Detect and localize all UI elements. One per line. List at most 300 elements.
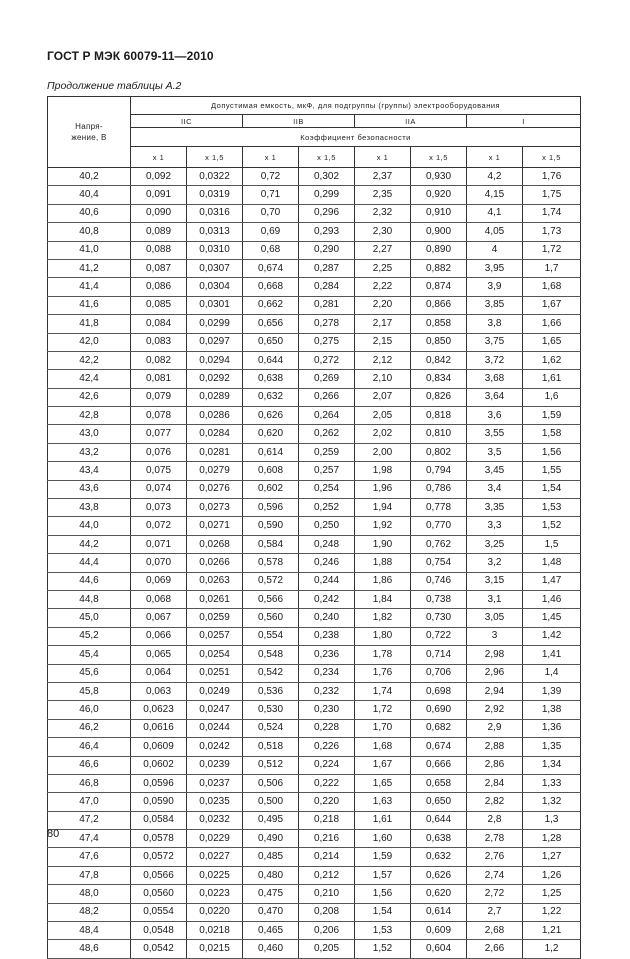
capacitance-cell: 1,62	[523, 351, 581, 369]
table-row	[48, 572, 581, 590]
capacitance-cell: 3,68	[467, 370, 523, 388]
capacitance-cell: 3,8	[467, 315, 523, 333]
capacitance-cell: 0,214	[299, 848, 355, 866]
table-row	[48, 830, 581, 848]
capacitance-cell: 0,650	[243, 333, 299, 351]
voltage-cell: 41,2	[48, 259, 131, 277]
capacitance-cell: 2,00	[355, 443, 411, 461]
voltage-cell: 44,4	[48, 554, 131, 572]
capacitance-cell: 0,460	[243, 940, 299, 958]
capacitance-cell: 0,216	[299, 830, 355, 848]
voltage-cell: 45,6	[48, 664, 131, 682]
capacitance-cell: 1,58	[523, 425, 581, 443]
capacitance-cell: 0,0273	[187, 499, 243, 517]
table-row	[48, 701, 581, 719]
table-row	[48, 259, 581, 277]
capacitance-cell: 0,500	[243, 793, 299, 811]
capacitance-cell: 0,083	[131, 333, 187, 351]
capacitance-cell: 1,76	[355, 664, 411, 682]
capacitance-cell: 0,0218	[187, 922, 243, 940]
capacitance-cell: 1,54	[523, 480, 581, 498]
capacitance-cell: 0,082	[131, 351, 187, 369]
capacitance-cell: 0,0602	[131, 756, 187, 774]
capacitance-cell: 1,74	[355, 682, 411, 700]
capacitance-cell: 1,32	[523, 793, 581, 811]
capacitance-cell: 2,96	[467, 664, 523, 682]
document-title: ГОСТ Р МЭК 60079-11—2010	[47, 49, 214, 63]
capacitance-cell: 0,205	[299, 940, 355, 958]
capacitance-cell: 3,4	[467, 480, 523, 498]
capacitance-cell: 0,0249	[187, 682, 243, 700]
voltage-cell: 45,2	[48, 627, 131, 645]
capacitance-cell: 3,05	[467, 609, 523, 627]
capacitance-cell: 2,94	[467, 682, 523, 700]
capacitance-cell: 0,0232	[187, 811, 243, 829]
capacitance-cell: 1,55	[523, 462, 581, 480]
capacitance-cell: 1,75	[523, 186, 581, 204]
voltage-cell: 40,6	[48, 204, 131, 222]
table-row	[48, 315, 581, 333]
capacitance-cell: 1,53	[523, 499, 581, 517]
capacitance-cell: 0,778	[411, 499, 467, 517]
capacitance-cell: 0,073	[131, 499, 187, 517]
capacitance-cell: 0,072	[131, 517, 187, 535]
table-row	[48, 223, 581, 241]
capacitance-cell: 0,602	[243, 480, 299, 498]
capacitance-cell: 4	[467, 241, 523, 259]
capacitance-cell: 0,244	[299, 572, 355, 590]
capacitance-cell: 1,41	[523, 646, 581, 664]
capacitance-cell: 0,0566	[131, 866, 187, 884]
capacitance-cell: 0,644	[243, 351, 299, 369]
voltage-cell: 47,0	[48, 793, 131, 811]
factor-header: x 1,5	[411, 147, 467, 168]
capacitance-cell: 0,077	[131, 425, 187, 443]
capacitance-cell: 1,34	[523, 756, 581, 774]
capacitance-cell: 3,45	[467, 462, 523, 480]
capacitance-cell: 1,26	[523, 866, 581, 884]
voltage-cell: 41,8	[48, 315, 131, 333]
capacitance-cell: 0,644	[411, 811, 467, 829]
voltage-header-text: Напря- жение, В	[71, 122, 107, 142]
capacitance-cell: 0,0247	[187, 701, 243, 719]
capacitance-cell: 0,0266	[187, 554, 243, 572]
capacitance-cell: 0,0235	[187, 793, 243, 811]
group-header: IIB	[243, 115, 355, 128]
capacitance-cell: 1,84	[355, 590, 411, 608]
capacitance-cell: 0,506	[243, 774, 299, 792]
capacitance-cell: 0,674	[243, 259, 299, 277]
capacitance-cell: 2,25	[355, 259, 411, 277]
capacitance-cell: 0,662	[243, 296, 299, 314]
capacitance-cell: 0,560	[243, 609, 299, 627]
capacitance-cell: 0,638	[411, 830, 467, 848]
capacitance-cell: 0,530	[243, 701, 299, 719]
capacitance-cell: 0,536	[243, 682, 299, 700]
capacitance-cell: 0,290	[299, 241, 355, 259]
capacitance-cell: 1,94	[355, 499, 411, 517]
voltage-cell: 44,8	[48, 590, 131, 608]
capacitance-cell: 0,070	[131, 554, 187, 572]
capacitance-cell: 0,0276	[187, 480, 243, 498]
capacitance-cell: 3,75	[467, 333, 523, 351]
capacitance-cell: 4,1	[467, 204, 523, 222]
voltage-cell: 41,6	[48, 296, 131, 314]
capacitance-cell: 0,092	[131, 168, 187, 186]
capacitance-cell: 0,272	[299, 351, 355, 369]
capacitance-cell: 0,232	[299, 682, 355, 700]
table-row	[48, 168, 581, 186]
capacitance-cell: 0,0251	[187, 664, 243, 682]
table-row	[48, 848, 581, 866]
capacitance-cell: 1,61	[355, 811, 411, 829]
table-row	[48, 866, 581, 884]
table-row	[48, 351, 581, 369]
capacitance-cell: 0,0322	[187, 168, 243, 186]
capacitance-cell: 1,46	[523, 590, 581, 608]
capacitance-cell: 0,0263	[187, 572, 243, 590]
capacitance-cell: 0,293	[299, 223, 355, 241]
capacitance-cell: 2,05	[355, 407, 411, 425]
table-row	[48, 719, 581, 737]
capacitance-cell: 0,70	[243, 204, 299, 222]
table-body	[48, 168, 581, 959]
capacitance-cell: 0,0261	[187, 590, 243, 608]
capacitance-cell: 0,882	[411, 259, 467, 277]
capacitance-cell: 0,802	[411, 443, 467, 461]
capacitance-cell: 0,794	[411, 462, 467, 480]
capacitance-cell: 1,39	[523, 682, 581, 700]
capacitance-cell: 0,0284	[187, 425, 243, 443]
capacitance-cell: 2,07	[355, 388, 411, 406]
capacitance-cell: 2,68	[467, 922, 523, 940]
capacitance-cell: 0,0259	[187, 609, 243, 627]
capacitance-cell: 0,228	[299, 719, 355, 737]
capacitance-cell: 2,35	[355, 186, 411, 204]
capacitance-cell: 3,3	[467, 517, 523, 535]
capacitance-cell: 0,248	[299, 535, 355, 553]
capacitance-cell: 2,76	[467, 848, 523, 866]
capacitance-cell: 0,0220	[187, 903, 243, 921]
capacitance-cell: 0,512	[243, 756, 299, 774]
capacitance-cell: 0,0223	[187, 885, 243, 903]
capacitance-cell: 0,632	[411, 848, 467, 866]
voltage-cell: 42,8	[48, 407, 131, 425]
capacitance-cell: 0,0623	[131, 701, 187, 719]
capacitance-cell: 3,25	[467, 535, 523, 553]
capacitance-cell: 0,850	[411, 333, 467, 351]
capacitance-cell: 0,065	[131, 646, 187, 664]
capacitance-cell: 0,064	[131, 664, 187, 682]
capacitance-cell: 1,96	[355, 480, 411, 498]
capacitance-cell: 0,706	[411, 664, 467, 682]
capacitance-cell: 0,620	[243, 425, 299, 443]
capacitance-cell: 1,67	[523, 296, 581, 314]
capacitance-cell: 0,609	[411, 922, 467, 940]
capacitance-cell: 0,542	[243, 664, 299, 682]
table-row	[48, 333, 581, 351]
table-row	[48, 370, 581, 388]
voltage-cell: 48,6	[48, 940, 131, 958]
table-row	[48, 443, 581, 461]
capacitance-cell: 1,86	[355, 572, 411, 590]
capacitance-cell: 0,281	[299, 296, 355, 314]
table-row	[48, 590, 581, 608]
capacitance-cell: 2,22	[355, 278, 411, 296]
capacitance-cell: 2,02	[355, 425, 411, 443]
table-row	[48, 682, 581, 700]
factor-header: x 1	[243, 147, 299, 168]
capacitance-cell: 0,246	[299, 554, 355, 572]
capacitance-cell: 2,84	[467, 774, 523, 792]
capacitance-cell: 0,524	[243, 719, 299, 737]
capacitance-cell: 3,35	[467, 499, 523, 517]
capacitance-cell: 0,0310	[187, 241, 243, 259]
capacitance-cell: 2,92	[467, 701, 523, 719]
capacitance-cell: 0,842	[411, 351, 467, 369]
capacitance-cell: 2,37	[355, 168, 411, 186]
table-row	[48, 646, 581, 664]
capacitance-cell: 0,0616	[131, 719, 187, 737]
table-row	[48, 499, 581, 517]
capacitance-cell: 3,6	[467, 407, 523, 425]
capacitance-cell: 0,226	[299, 738, 355, 756]
capacitance-cell: 0,069	[131, 572, 187, 590]
voltage-cell: 46,2	[48, 719, 131, 737]
factor-header: x 1	[355, 147, 411, 168]
capacitance-cell: 2,27	[355, 241, 411, 259]
capacitance-cell: 2,17	[355, 315, 411, 333]
table-row	[48, 903, 581, 921]
capacitance-cell: 0,0254	[187, 646, 243, 664]
capacitance-cell: 0,0542	[131, 940, 187, 958]
voltage-cell: 47,8	[48, 866, 131, 884]
capacitance-cell: 0,786	[411, 480, 467, 498]
table-row	[48, 940, 581, 958]
capacitance-cell: 2,78	[467, 830, 523, 848]
capacitance-cell: 0,210	[299, 885, 355, 903]
capacitance-cell: 0,632	[243, 388, 299, 406]
voltage-cell: 43,6	[48, 480, 131, 498]
capacitance-cell: 1,3	[523, 811, 581, 829]
capacitance-cell: 1,68	[523, 278, 581, 296]
factor-header: x 1,5	[523, 147, 581, 168]
voltage-cell: 44,6	[48, 572, 131, 590]
capacitance-cell: 1,92	[355, 517, 411, 535]
capacitance-cell: 1,90	[355, 535, 411, 553]
table-row	[48, 517, 581, 535]
table-row	[48, 535, 581, 553]
capacitance-cell: 0,666	[411, 756, 467, 774]
group-header: I	[467, 115, 581, 128]
capacitance-cell: 0,69	[243, 223, 299, 241]
capacitance-cell: 0,088	[131, 241, 187, 259]
capacitance-cell: 0,650	[411, 793, 467, 811]
capacitance-cell: 0,920	[411, 186, 467, 204]
capacitance-cell: 0,071	[131, 535, 187, 553]
voltage-cell: 40,2	[48, 168, 131, 186]
capacitance-cell: 1,42	[523, 627, 581, 645]
voltage-cell: 46,4	[48, 738, 131, 756]
voltage-cell: 40,8	[48, 223, 131, 241]
capacitance-cell: 1,67	[355, 756, 411, 774]
capacitance-cell: 0,302	[299, 168, 355, 186]
capacitance-cell: 0,826	[411, 388, 467, 406]
capacitance-cell: 3,64	[467, 388, 523, 406]
capacitance-cell: 0,490	[243, 830, 299, 848]
capacitance-cell: 0,626	[243, 407, 299, 425]
table-row	[48, 278, 581, 296]
capacitance-cell: 0,076	[131, 443, 187, 461]
capacitance-cell: 0,287	[299, 259, 355, 277]
capacitance-cell: 1,65	[355, 774, 411, 792]
capacitance-cell: 0,0227	[187, 848, 243, 866]
voltage-cell: 43,0	[48, 425, 131, 443]
table-row	[48, 425, 581, 443]
capacitance-cell: 1,56	[523, 443, 581, 461]
capacitance-cell: 4,05	[467, 223, 523, 241]
capacitance-cell: 0,212	[299, 866, 355, 884]
capacitance-cell: 0,074	[131, 480, 187, 498]
capacitance-cell: 0,0281	[187, 443, 243, 461]
capacitance-cell: 0,596	[243, 499, 299, 517]
capacitance-cell: 0,242	[299, 590, 355, 608]
capacitance-cell: 0,475	[243, 885, 299, 903]
capacitance-cell: 0,590	[243, 517, 299, 535]
capacitance-cell: 0,0560	[131, 885, 187, 903]
capacitance-cell: 0,0242	[187, 738, 243, 756]
capacitance-cell: 0,0590	[131, 793, 187, 811]
voltage-cell: 48,0	[48, 885, 131, 903]
capacitance-cell: 1,27	[523, 848, 581, 866]
capacitance-cell: 1,45	[523, 609, 581, 627]
capacitance-cell: 0,0319	[187, 186, 243, 204]
capacitance-cell: 0,084	[131, 315, 187, 333]
capacitance-cell: 0,674	[411, 738, 467, 756]
capacitance-cell: 1,38	[523, 701, 581, 719]
voltage-column-header	[48, 97, 131, 168]
capacitance-cell: 0,584	[243, 535, 299, 553]
capacitance-cell: 2,20	[355, 296, 411, 314]
capacitance-cell: 0,554	[243, 627, 299, 645]
capacitance-cell: 0,746	[411, 572, 467, 590]
capacitance-cell: 0,0229	[187, 830, 243, 848]
capacitance-cell: 0,087	[131, 259, 187, 277]
capacitance-cell: 0,086	[131, 278, 187, 296]
capacitance-cell: 1,98	[355, 462, 411, 480]
capacitance-cell: 2,66	[467, 940, 523, 958]
capacitance-cell: 1,48	[523, 554, 581, 572]
capacitance-cell: 0,0239	[187, 756, 243, 774]
capacitance-cell: 0,518	[243, 738, 299, 756]
capacitance-cell: 0,091	[131, 186, 187, 204]
capacitance-cell: 0,470	[243, 903, 299, 921]
capacitance-cell: 0,296	[299, 204, 355, 222]
capacitance-cell: 1,6	[523, 388, 581, 406]
capacitance-cell: 0,278	[299, 315, 355, 333]
capacitance-cell: 0,578	[243, 554, 299, 572]
voltage-cell: 40,4	[48, 186, 131, 204]
table-row	[48, 811, 581, 829]
capacitance-cell: 0,208	[299, 903, 355, 921]
table-row	[48, 296, 581, 314]
capacitance-cell: 0,770	[411, 517, 467, 535]
table-row	[48, 885, 581, 903]
capacitance-cell: 1,2	[523, 940, 581, 958]
table-row	[48, 664, 581, 682]
table-row	[48, 407, 581, 425]
capacitance-cell: 0,495	[243, 811, 299, 829]
voltage-cell: 48,4	[48, 922, 131, 940]
capacitance-cell: 0,0257	[187, 627, 243, 645]
capacitance-cell: 0,0268	[187, 535, 243, 553]
capacitance-cell: 0,262	[299, 425, 355, 443]
voltage-cell: 48,2	[48, 903, 131, 921]
voltage-cell: 42,6	[48, 388, 131, 406]
capacitance-cell: 0,0294	[187, 351, 243, 369]
capacitance-cell: 3,85	[467, 296, 523, 314]
capacitance-cell: 1,7	[523, 259, 581, 277]
capacitance-cell: 0,240	[299, 609, 355, 627]
voltage-cell: 43,2	[48, 443, 131, 461]
capacitance-cell: 0,866	[411, 296, 467, 314]
capacitance-cell: 0,284	[299, 278, 355, 296]
capacitance-cell: 1,5	[523, 535, 581, 553]
capacitance-cell: 1,78	[355, 646, 411, 664]
factor-header: x 1	[467, 147, 523, 168]
capacitance-cell: 0,075	[131, 462, 187, 480]
capacitance-cell: 1,53	[355, 922, 411, 940]
capacitance-table	[47, 96, 581, 959]
capacitance-cell: 0,079	[131, 388, 187, 406]
capacitance-cell: 1,61	[523, 370, 581, 388]
capacitance-cell: 0,572	[243, 572, 299, 590]
factor-header: x 1	[131, 147, 187, 168]
capacitance-cell: 0,236	[299, 646, 355, 664]
capacitance-cell: 0,0554	[131, 903, 187, 921]
group-header: IIC	[131, 115, 243, 128]
capacitance-cell: 0,566	[243, 590, 299, 608]
page-number: 80	[47, 828, 60, 840]
capacitance-cell: 0,858	[411, 315, 467, 333]
capacitance-cell: 0,078	[131, 407, 187, 425]
capacitance-cell: 0,698	[411, 682, 467, 700]
table-row	[48, 388, 581, 406]
capacitance-cell: 0,269	[299, 370, 355, 388]
capacitance-cell: 1,88	[355, 554, 411, 572]
table-row	[48, 609, 581, 627]
capacitance-cell: 1,80	[355, 627, 411, 645]
capacitance-cell: 1,52	[523, 517, 581, 535]
capacitance-cell: 0,0578	[131, 830, 187, 848]
capacitance-cell: 0,0292	[187, 370, 243, 388]
capacitance-cell: 1,63	[355, 793, 411, 811]
capacitance-cell: 3,5	[467, 443, 523, 461]
capacitance-cell: 0,465	[243, 922, 299, 940]
capacitance-cell: 0,614	[411, 903, 467, 921]
capacitance-cell: 3,15	[467, 572, 523, 590]
capacitance-cell: 1,57	[355, 866, 411, 884]
voltage-cell: 43,4	[48, 462, 131, 480]
capacitance-cell: 1,68	[355, 738, 411, 756]
capacitance-cell: 0,930	[411, 168, 467, 186]
capacitance-cell: 1,28	[523, 830, 581, 848]
capacitance-cell: 0,890	[411, 241, 467, 259]
capacitance-cell: 0,722	[411, 627, 467, 645]
capacitance-cell: 0,0244	[187, 719, 243, 737]
capacitance-cell: 3,9	[467, 278, 523, 296]
capacitance-cell: 0,730	[411, 609, 467, 627]
